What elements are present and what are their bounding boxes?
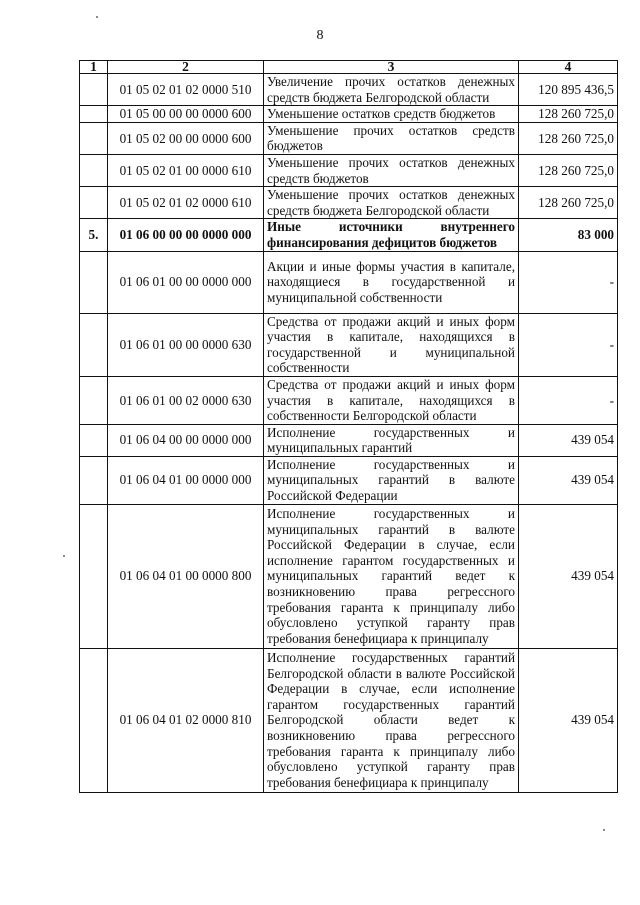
budget-code-cell: 01 06 04 00 00 0000 000 — [108, 424, 264, 456]
budget-code-cell: 01 06 04 01 02 0000 810 — [108, 648, 264, 792]
table-row — [80, 648, 618, 792]
table-row — [80, 313, 618, 376]
amount-cell: 128 260 725,0 — [519, 154, 618, 186]
table-row — [80, 251, 618, 313]
budget-code-cell: 01 05 02 00 00 0000 600 — [108, 122, 264, 154]
description-cell: Уменьшение остатков средств бюджетов — [264, 106, 519, 123]
budget-code-cell: 01 06 01 00 02 0000 630 — [108, 376, 264, 424]
budget-code-cell: 01 05 02 01 02 0000 610 — [108, 187, 264, 219]
table-row — [80, 74, 618, 106]
table-row — [80, 424, 618, 456]
budget-code-cell: 01 05 02 01 00 0000 610 — [108, 154, 264, 186]
row-number-cell — [80, 122, 108, 154]
row-number-cell: 5. — [80, 219, 108, 251]
amount-cell: - — [519, 313, 618, 376]
description-cell: Исполнение государственных гарантий Белгородской области в валюте Российской Федерации в случае, если исполнение гарантом государственных гарантий Белгородской области ведет к возникновению права регрессного требования гаранта к принципалу либо обусловлено уступкой гаранту прав требования бенефициара к принципалу — [264, 648, 519, 792]
header-col-4: 4 — [519, 61, 618, 74]
budget-code-cell: 01 06 04 01 00 0000 000 — [108, 456, 264, 504]
header-col-3: 3 — [264, 61, 519, 74]
description-cell: Уменьшение прочих остатков денежных средств бюджетов — [264, 154, 519, 186]
description-cell: Средства от продажи акций и иных форм участия в капитале, находящихся в государственной и муниципальной собственности — [264, 313, 519, 376]
row-number-cell — [80, 313, 108, 376]
header-col-2: 2 — [108, 61, 264, 74]
budget-code-cell: 01 05 02 01 02 0000 510 — [108, 74, 264, 106]
table-row — [80, 456, 618, 504]
row-number-cell — [80, 74, 108, 106]
amount-cell: 120 895 436,5 — [519, 74, 618, 106]
amount-cell: - — [519, 376, 618, 424]
table-row — [80, 122, 618, 154]
description-cell: Иные источники внутреннего финансирования дефицитов бюджетов — [264, 219, 519, 251]
description-cell: Исполнение государственных и муниципальных гарантий в валюте Российской Федерации — [264, 456, 519, 504]
row-number-cell — [80, 648, 108, 792]
amount-cell: 439 054 — [519, 648, 618, 792]
table-row — [80, 106, 618, 123]
table-row — [80, 504, 618, 648]
table-body — [80, 74, 618, 793]
budget-code-cell: 01 06 01 00 00 0000 630 — [108, 313, 264, 376]
budget-code-cell: 01 05 00 00 00 0000 600 — [108, 106, 264, 123]
header-col-1: 1 — [80, 61, 108, 74]
amount-cell: - — [519, 251, 618, 313]
description-cell: Уменьшение прочих остатков средств бюджетов — [264, 122, 519, 154]
row-number-cell — [80, 106, 108, 123]
budget-code-cell: 01 06 01 00 00 0000 000 — [108, 251, 264, 313]
amount-cell: 128 260 725,0 — [519, 187, 618, 219]
amount-cell: 128 260 725,0 — [519, 122, 618, 154]
row-number-cell — [80, 424, 108, 456]
budget-sources-table — [79, 60, 618, 793]
description-cell: Уменьшение прочих остатков денежных средств бюджета Белгородской области — [264, 187, 519, 219]
description-cell: Исполнение государственных и муниципальных гарантий — [264, 424, 519, 456]
row-number-cell — [80, 376, 108, 424]
row-number-cell — [80, 456, 108, 504]
scan-speck — [96, 16, 98, 18]
scan-speck — [603, 829, 605, 831]
description-cell: Увеличение прочих остатков денежных средств бюджета Белгородской области — [264, 74, 519, 106]
table-row — [80, 219, 618, 251]
description-cell: Исполнение государственных и муниципальных гарантий в валюте Российской Федерации в случае, если исполнение гарантом государственных и муниципальных гарантий ведет к возникновению права регрессного требования гаранта к принципалу либо обусловлено уступкой гаранту прав требования бенефициара к принципалу — [264, 504, 519, 648]
table-row — [80, 187, 618, 219]
row-number-cell — [80, 187, 108, 219]
row-number-cell — [80, 251, 108, 313]
description-cell: Акции и иные формы участия в капитале, находящиеся в государственной и муниципальной собственности — [264, 251, 519, 313]
amount-cell: 439 054 — [519, 504, 618, 648]
row-number-cell — [80, 154, 108, 186]
table-header-row — [80, 61, 618, 74]
table-row — [80, 376, 618, 424]
amount-cell: 128 260 725,0 — [519, 106, 618, 123]
page-number: 8 — [316, 28, 324, 43]
amount-cell: 83 000 — [519, 219, 618, 251]
amount-cell: 439 054 — [519, 424, 618, 456]
amount-cell: 439 054 — [519, 456, 618, 504]
scan-speck — [63, 555, 65, 557]
row-number-cell — [80, 504, 108, 648]
table-row — [80, 154, 618, 186]
budget-code-cell: 01 06 00 00 00 0000 000 — [108, 219, 264, 251]
description-cell: Средства от продажи акций и иных форм участия в капитале, находящихся в собственности Белгородской области — [264, 376, 519, 424]
budget-code-cell: 01 06 04 01 00 0000 800 — [108, 504, 264, 648]
